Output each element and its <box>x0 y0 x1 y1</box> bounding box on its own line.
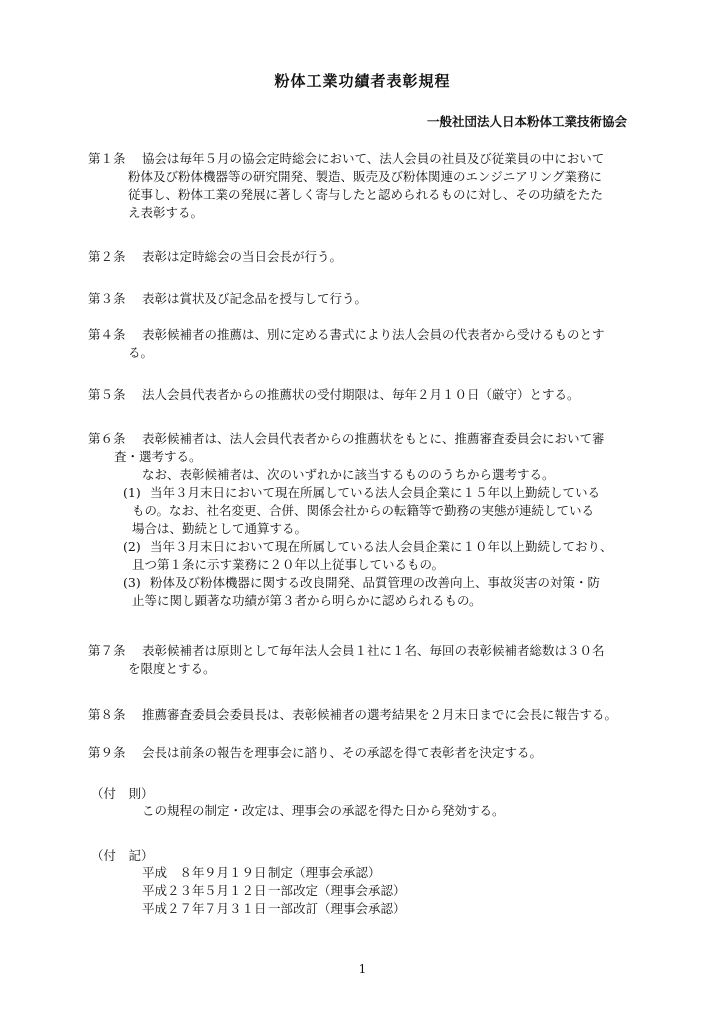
document-title: 粉体工業功績者表彰規程 <box>274 72 451 90</box>
article-line: 表彰は定時総会の当日会長が行う。 <box>142 249 343 264</box>
revision-era: 平成２７年 <box>142 901 205 916</box>
article-3 <box>88 290 653 308</box>
article-line: を限度とする。 <box>128 661 216 676</box>
article-line: 粉体及び粉体機器等の研究開発、製造、販売及び粉体関連のエンジニアリング業務に <box>128 169 602 184</box>
article-line: え表彰する。 <box>128 205 204 220</box>
item-line: 当年３月末日において現在所属している法人会員企業に１０年以上勤続しており、 <box>150 539 613 554</box>
list-item <box>88 538 653 574</box>
article-line: 従事し、粉体工業の発展に著しく寄与したと認められるものに対し、その功績をたた <box>128 187 604 202</box>
article-line: 表彰候補者は原則として毎年法人会員１社に１名、毎回の表彰候補者総数は３０名 <box>142 643 605 658</box>
article-line: 表彰は賞状及び記念品を授与して行う。 <box>142 291 368 306</box>
page-number: 1 <box>358 962 367 976</box>
list-item <box>88 484 653 538</box>
item-line: 場合は、勤続として通算する。 <box>132 521 308 536</box>
revision-date: ９月１９日 <box>204 865 267 880</box>
article-label: 第９条 <box>88 745 126 760</box>
article-6 <box>88 430 653 610</box>
article-line: 協会は毎年５月の協会定時総会において、法人会員の社員及び従業員の中において <box>142 151 605 166</box>
item-line: 当年３月末日において現在所属している法人会員企業に１５年以上勤続している <box>150 485 601 500</box>
item-line: もの。なお、社名変更、合併、関係会社からの転籍等で勤務の実態が連続している <box>132 503 595 518</box>
revision-action: 制定（理事会承認） <box>268 865 381 880</box>
article-note: なお、表彰候補者は、次のいずれかに該当するもののうちから選考する。 <box>142 467 555 482</box>
fuki-label: （付 記） <box>91 848 154 863</box>
article-label: 第３条 <box>88 291 126 306</box>
article-4 <box>88 326 653 362</box>
item-number: (1) <box>123 485 141 500</box>
item-line: 粉体及び粉体機器に関する改良開発、品質管理の改善向上、事故災害の対策・防 <box>150 575 601 590</box>
revision-history <box>142 864 662 918</box>
revision-row <box>142 900 662 918</box>
article-label: 第２条 <box>88 249 126 264</box>
item-number: (2) <box>123 539 141 554</box>
revision-row <box>142 882 662 900</box>
article-label: 第４条 <box>88 327 126 342</box>
revision-era: 平成２３年 <box>142 883 205 898</box>
item-line: 止等に関し顕著な功績が第３者から明らかに認められるもの。 <box>132 593 482 608</box>
article-label: 第８条 <box>88 707 126 722</box>
article-label: 第７条 <box>88 643 126 658</box>
article-line: 法人会員代表者からの推薦状の受付期限は、毎年２月１０日（厳守）とする。 <box>142 387 580 402</box>
revision-action: 一部改定（理事会承認） <box>268 883 406 898</box>
article-5 <box>88 386 653 404</box>
revision-date: ５月１２日 <box>204 883 267 898</box>
article-line: 表彰候補者は、法人会員代表者からの推薦状をもとに、推薦審査委員会において審 <box>142 431 605 446</box>
revision-row <box>142 864 662 882</box>
article-label: 第１条 <box>88 151 126 166</box>
article-line: 推薦審査委員会委員長は、表彰候補者の選考結果を２月末日までに会長に報告する。 <box>142 707 618 722</box>
fusoku-label: （付 則） <box>91 786 154 801</box>
revision-date: ７月３１日 <box>204 901 267 916</box>
article-8 <box>88 706 653 724</box>
item-line: 且つ第１条に示す業務に２０年以上従事しているもの。 <box>132 557 445 572</box>
article-1 <box>88 150 653 222</box>
article-label: 第６条 <box>88 431 126 446</box>
article-7 <box>88 642 653 678</box>
revision-action: 一部改訂（理事会承認） <box>268 901 406 916</box>
list-item <box>88 574 653 610</box>
article-line: 表彰候補者の推薦は、別に定める書式により法人会員の代表者から受けるものとす <box>142 327 605 342</box>
article-line: 会長は前条の報告を理事会に諮り、その承認を得て表彰者を決定する。 <box>142 745 543 760</box>
revision-era: 平成 ８年 <box>142 865 205 880</box>
organization-name: 一般社団法人日本粉体工業技術協会 <box>426 114 627 129</box>
article-label: 第５条 <box>88 387 126 402</box>
article-9 <box>88 744 653 762</box>
article-line: る。 <box>128 345 154 360</box>
fusoku-text-block <box>142 802 662 820</box>
fusoku-text: この規程の制定・改定は、理事会の承認を得た日から発効する。 <box>142 803 505 818</box>
item-number: (3) <box>123 575 141 590</box>
article-line: 査・選考する。 <box>114 449 202 464</box>
article-2 <box>88 248 653 266</box>
